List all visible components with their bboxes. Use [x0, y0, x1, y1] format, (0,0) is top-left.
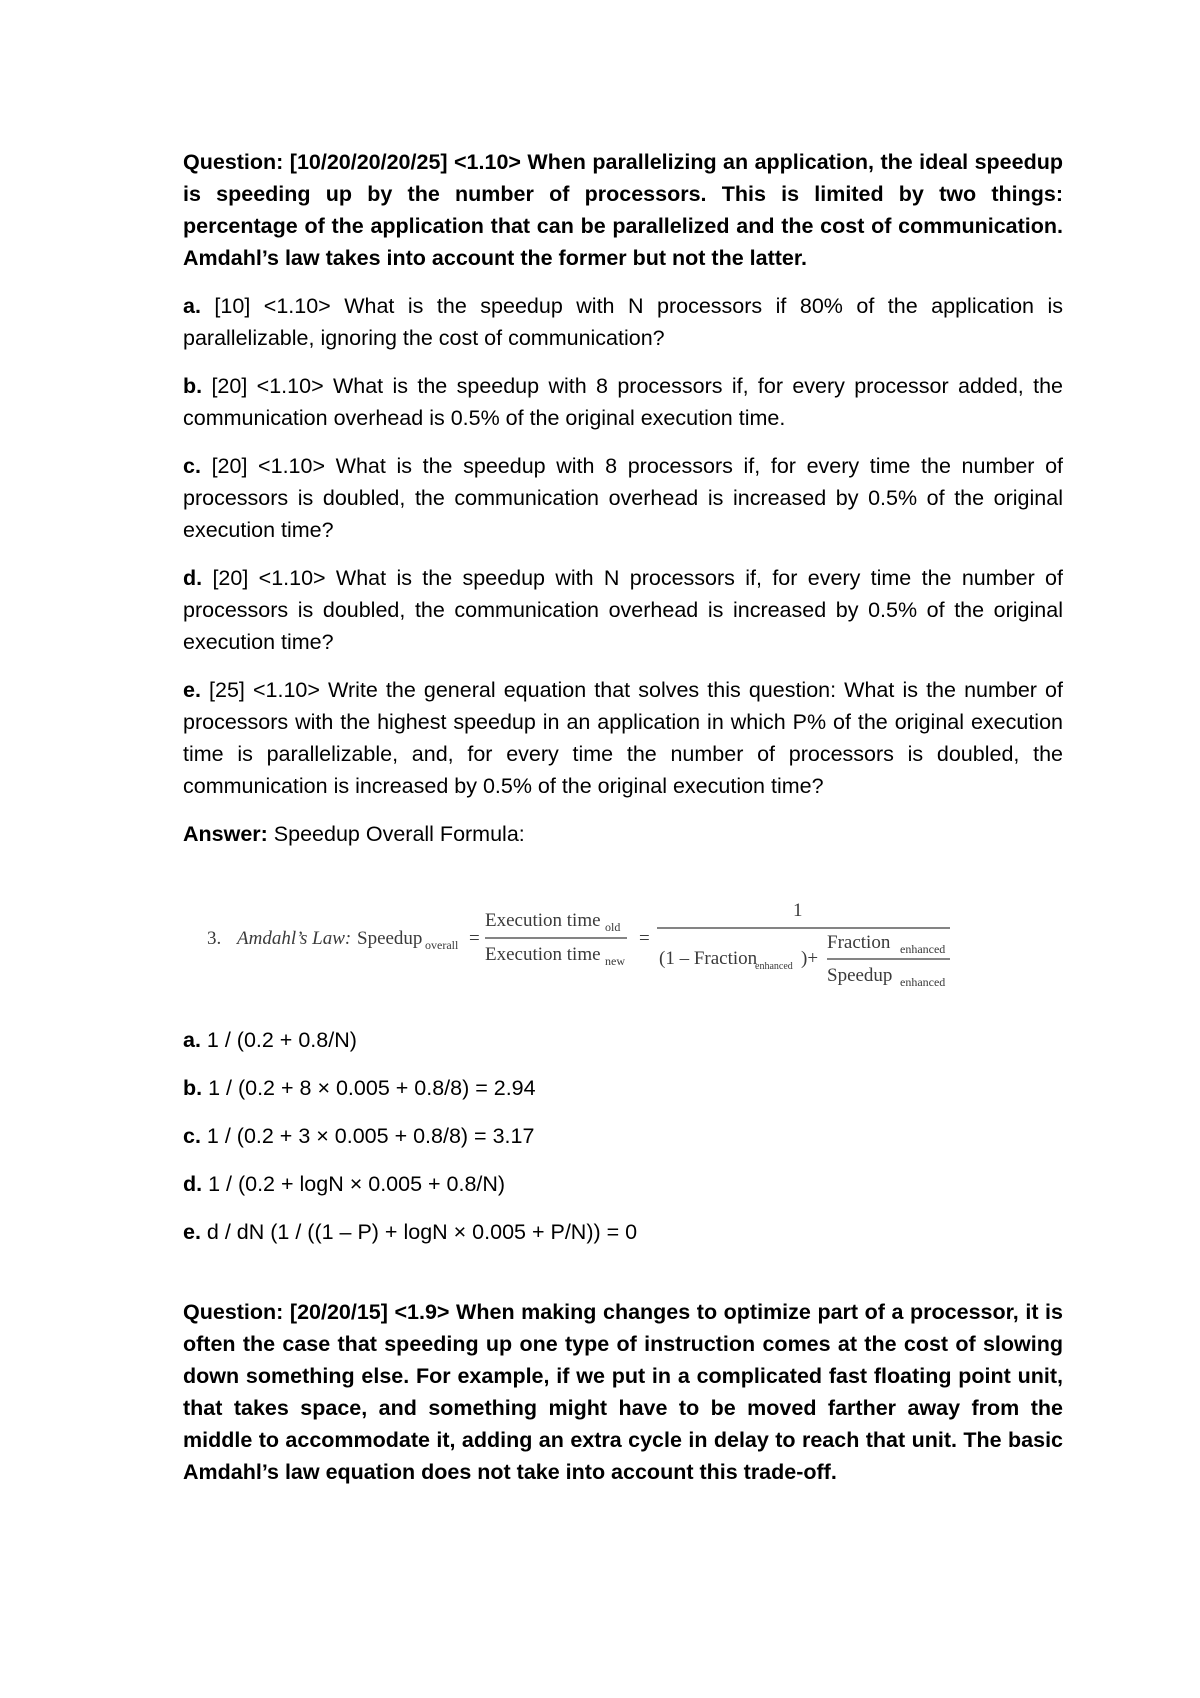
document-content	[183, 146, 1063, 1504]
answer-b	[183, 1072, 1063, 1104]
answer-item-text: d / dN (1 / ((1 – P) + logN × 0.005 + P/N)) = 0	[200, 1220, 638, 1244]
formula-fraction-word: Fraction	[827, 932, 891, 953]
part-label: a.	[183, 294, 201, 318]
answer-label: Answer:	[183, 822, 268, 846]
question-1-part-c	[183, 450, 1063, 546]
question-1-part-a	[183, 290, 1063, 354]
formula-one: 1	[793, 900, 803, 921]
answer-item-text: 1 / (0.2 + 8 × 0.005 + 0.8/8) = 2.94	[202, 1076, 536, 1100]
part-label: d.	[183, 566, 203, 590]
answer-item-text: 1 / (0.2 + 3 × 0.005 + 0.8/8) = 3.17	[200, 1124, 535, 1148]
question-1-part-e	[183, 674, 1063, 802]
answer-item-text: 1 / (0.2 + 0.8/N)	[200, 1028, 357, 1052]
part-label: e.	[183, 678, 201, 702]
answer-item-label: e.	[183, 1220, 201, 1244]
answer-item-label: c.	[183, 1124, 201, 1148]
question-1-prefix: Question:	[183, 150, 284, 174]
formula-enhanced-sub-1: enhanced	[755, 961, 793, 972]
answer-item-text: 1 / (0.2 + logN × 0.005 + 0.8/N)	[202, 1172, 506, 1196]
formula-enhanced-sub-3: enhanced	[900, 975, 946, 989]
answer-item-label: d.	[183, 1172, 203, 1196]
formula-equals-2: =	[639, 928, 650, 949]
formula-old-sub: old	[605, 920, 621, 934]
answer-text: Speedup Overall Formula:	[267, 822, 525, 846]
formula-number: 3.	[207, 928, 222, 949]
answer-item-label: a.	[183, 1028, 201, 1052]
amdahl-formula-image	[183, 884, 1063, 1004]
part-text: [20] <1.10> What is the speedup with N processors if, for every time the number of processors is doubled, the communication overhead is increased by 0.5% of the original execution time?	[183, 566, 1063, 654]
answer-c	[183, 1120, 1063, 1152]
section-gap	[183, 1264, 1063, 1296]
formula-overall-sub: overall	[425, 938, 459, 952]
formula-exec-old: Execution time	[485, 910, 601, 931]
formula-close-plus: )+	[801, 948, 819, 969]
part-text: [20] <1.10> What is the speedup with 8 processors if, for every time the number of processors is doubled, the communication overhead is increased by 0.5% of the original execution time?	[183, 454, 1063, 542]
amdahl-formula	[207, 884, 987, 994]
question-2: Question: [20/20/15] <1.9> When making changes to optimize part of a processor, it is often the case that speeding up one type of instruction comes at the cost of slowing down something else. For example, if we put in a complicated fast floating point unit, that takes space, and something might have to be moved farther away from the middle to accommodate it, adding an extra cycle in delay to reach that unit. The basic Amdahl’s law equation does not take into account this trade-off.	[183, 1300, 1063, 1484]
answer-e	[183, 1216, 1063, 1248]
part-text: [25] <1.10> Write the general equation that solves this question: What is the number of processors with the highest speedup in an application in which P% of the original execution time is parallelizable, and, for every time the number of processors is doubled, the communication is increased by 0.5% of the original execution time?	[183, 678, 1063, 798]
answer-item-label: b.	[183, 1076, 203, 1100]
part-label: c.	[183, 454, 201, 478]
answer-a	[183, 1024, 1063, 1056]
part-text: [10] <1.10> What is the speedup with N processors if 80% of the application is parallelizable, ignoring the cost of communication?	[183, 294, 1063, 350]
formula-speedup: Speedup	[357, 928, 423, 949]
formula-equals-1: =	[469, 928, 480, 949]
part-text: [20] <1.10> What is the speedup with 8 processors if, for every processor added, the communication overhead is 0.5% of the original execution time.	[183, 374, 1063, 430]
question-1-text: [10/20/20/20/25] <1.10> When parallelizing an application, the ideal speedup is speeding up by the number of processors. This is limited by two things: percentage of the application that can be parallelized and the cost of communication. Amdahl’s law takes into account the former but not the latter.	[183, 150, 1063, 270]
formula-law-name: Amdahl’s Law:	[237, 928, 352, 949]
question-1-part-d	[183, 562, 1063, 658]
part-label: b.	[183, 374, 203, 398]
formula-new-sub: new	[605, 954, 625, 968]
question-1-intro	[183, 146, 1063, 274]
answer-d	[183, 1168, 1063, 1200]
formula-speedup-word: Speedup	[827, 965, 893, 986]
formula-exec-new: Execution time	[485, 944, 601, 965]
formula-enhanced-sub-2: enhanced	[900, 942, 946, 956]
question-1-part-b	[183, 370, 1063, 434]
formula-one-minus-fraction: (1 – Fraction	[659, 948, 758, 969]
answers-list	[183, 1024, 1063, 1248]
answer-heading	[183, 818, 1063, 850]
